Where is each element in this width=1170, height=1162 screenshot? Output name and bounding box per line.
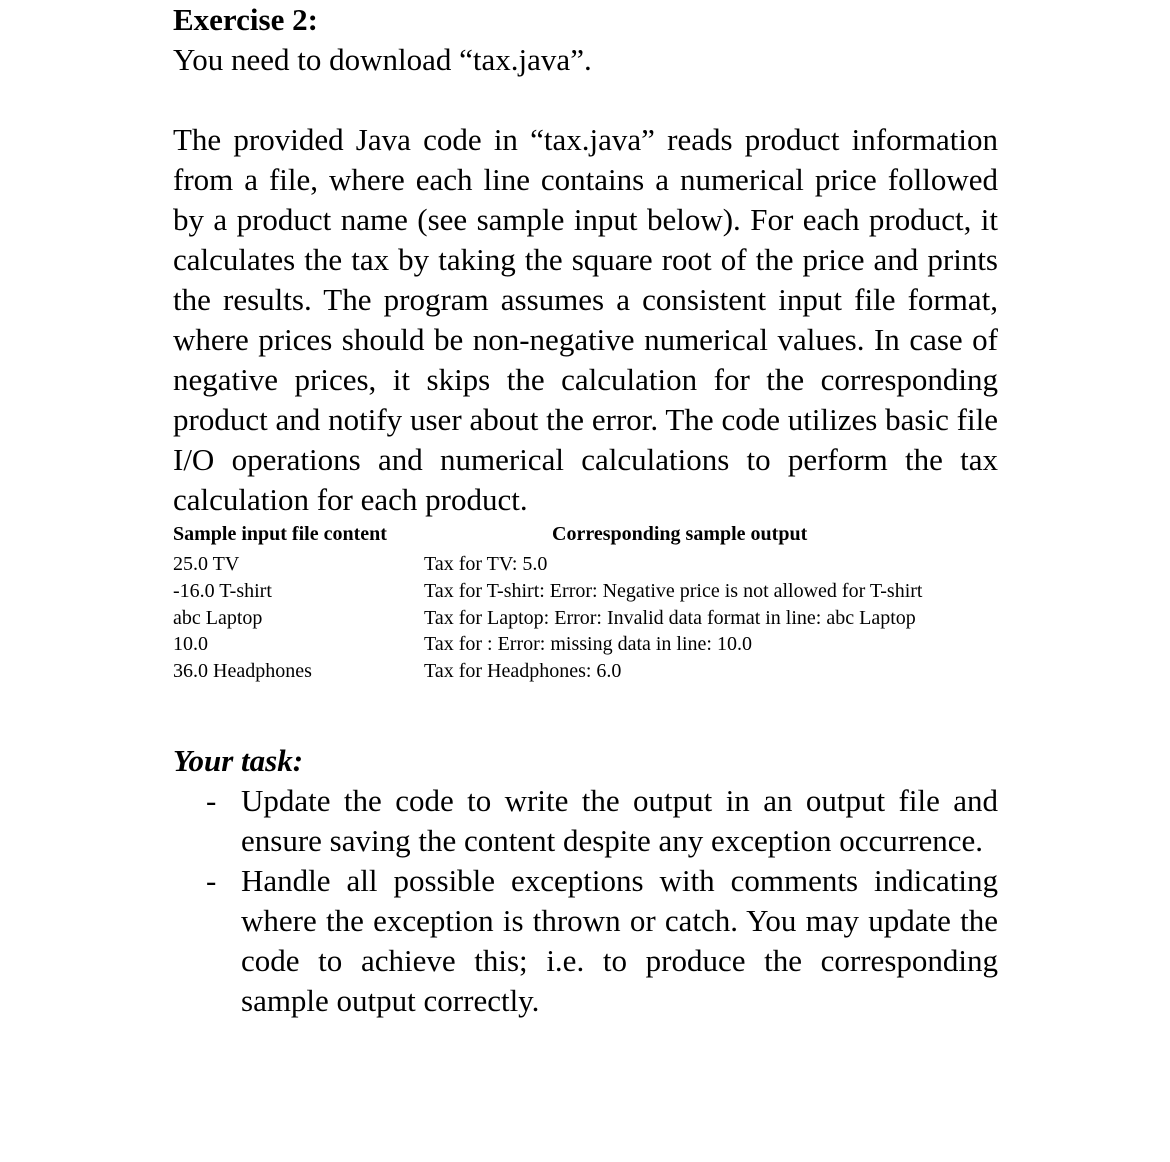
task-item-text: Update the code to write the output in an output file and ensure saving the content despite any exception occurrence. xyxy=(241,783,998,858)
exercise-title: Exercise 2: xyxy=(173,2,318,37)
sample-output-line: Tax for TV: 5.0 xyxy=(424,553,548,575)
sample-input-line: 10.0 xyxy=(173,633,208,656)
task-list xyxy=(173,781,998,1021)
exercise-intro: You need to download “tax.java”. xyxy=(173,42,592,77)
task-item xyxy=(173,861,998,1021)
exercise-description: The provided Java code in “tax.java” reads product information from a file, where each line contains a numerical price followed by a product name (see sample input below). For each product, it calculates the tax by taking the square root of the price and prints the results. The program assumes a consistent input file format, where prices should be non-negative numerical values. In case of negative prices, it skips the calculation for the corresponding product and notify user about the error. The code utilizes basic file I/O operations and numerical calculations to perform the tax calculation for each product. xyxy=(173,122,998,517)
sample-output-line: Tax for Laptop: Error: Invalid data format in line: abc Laptop xyxy=(424,606,916,629)
task-item xyxy=(173,781,998,861)
sample-input-line: abc Laptop xyxy=(173,606,263,629)
sample-input-header: Sample input file content xyxy=(173,523,387,545)
sample-output-line: Tax for Headphones: 6.0 xyxy=(424,660,622,683)
task-bullet: - xyxy=(206,783,217,818)
sample-input-line: -16.0 T-shirt xyxy=(173,579,272,602)
sample-output-line: Tax for T-shirt: Error: Negative price is not allowed for T-shirt xyxy=(424,579,923,602)
task-title: Your task: xyxy=(173,743,304,778)
task-bullet: - xyxy=(206,863,217,898)
sample-io-table xyxy=(173,521,998,737)
sample-input-line: 36.0 Headphones xyxy=(173,660,312,683)
sample-output-column xyxy=(424,551,969,685)
sample-input-line: 25.0 TV xyxy=(173,553,240,575)
task-item-text: Handle all possible exceptions with comments indicating where the exception is thrown or catch. You may update the code to achieve this; i.e. to produce the corresponding sample output correctly. xyxy=(241,863,998,1018)
document-page xyxy=(173,0,998,1021)
sample-output-header: Corresponding sample output xyxy=(552,523,808,545)
sample-input-column xyxy=(173,551,413,685)
sample-output-line: Tax for : Error: missing data in line: 10.0 xyxy=(424,633,752,656)
